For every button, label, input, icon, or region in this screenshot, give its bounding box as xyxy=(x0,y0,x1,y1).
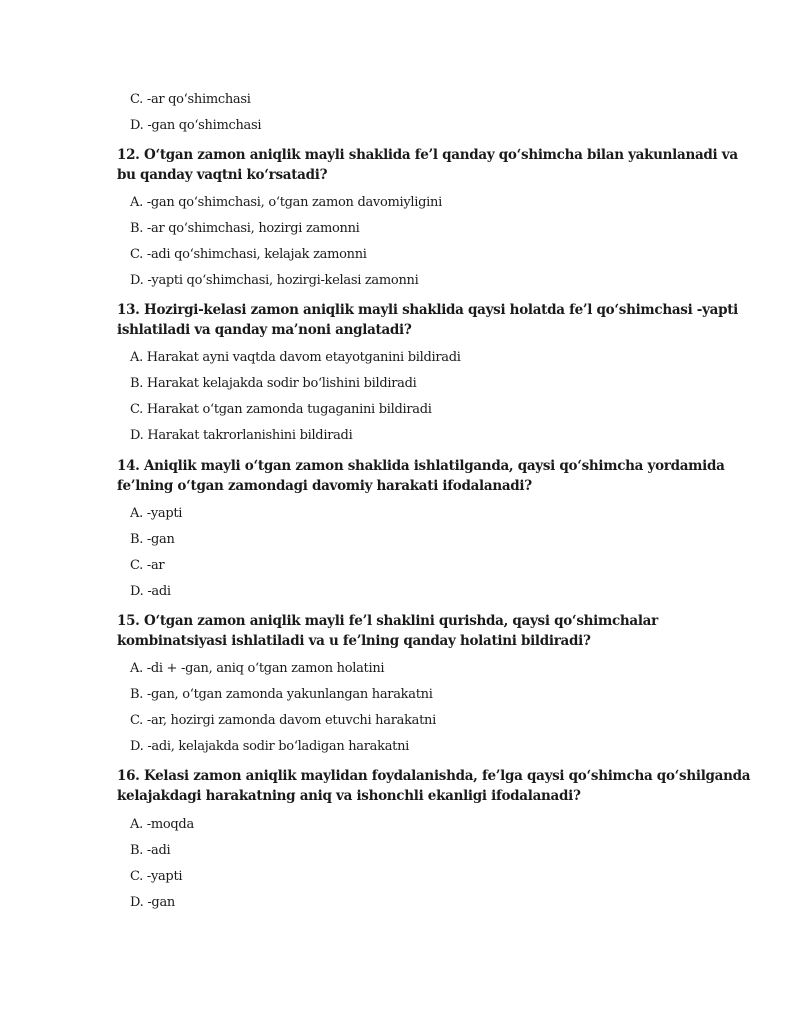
question-15-line-2: kombinatsiyasi ishlatiladi va u fe’lning qanday holatini bildiradi? xyxy=(117,633,591,649)
question-14-line-1: 14. Aniqlik mayli o‘tgan zamon shaklida ishlatilganda, qaysi qo‘shimcha yordamida xyxy=(117,458,725,474)
question-15-line-1: 15. O‘tgan zamon aniqlik mayli fe’l shaklini qurishda, qaysi qo‘shimchalar xyxy=(117,613,658,629)
question-15 xyxy=(117,611,658,651)
option-a: A. -yapti xyxy=(130,506,183,521)
option-d: D. -adi xyxy=(130,584,171,599)
question-14-line-2: fe’lning o‘tgan zamondagi davomiy harakati ifodalanadi? xyxy=(117,478,532,494)
question-13-line-2: ishlatiladi va qanday ma’noni anglatadi? xyxy=(117,322,412,338)
question-13-line-1: 13. Hozirgi-kelasi zamon aniqlik mayli shaklida qaysi holatda fe’l qo‘shimchasi -yapti xyxy=(117,302,739,318)
question-14 xyxy=(117,456,725,496)
question-16-line-2: kelajakdagi harakatning aniq va ishonchli ekanligi ifodalanadi? xyxy=(117,788,581,804)
option-c: C. -yapti xyxy=(130,869,183,884)
option-b: B. -gan, o‘tgan zamonda yakunlangan harakatni xyxy=(130,687,433,702)
option-d: D. -adi, kelajakda sodir bo‘ladigan harakatni xyxy=(130,739,409,754)
option-a: A. -moqda xyxy=(130,817,194,832)
question-12 xyxy=(117,145,738,185)
question-12-line-2: bu qanday vaqtni ko‘rsatadi? xyxy=(117,167,328,183)
option-a: A. -di + -gan, aniq o‘tgan zamon holatini xyxy=(130,661,385,676)
question-16 xyxy=(117,766,750,806)
question-12-line-1: 12. O‘tgan zamon aniqlik mayli shaklida fe’l qanday qo‘shimcha bilan yakunlanadi va xyxy=(117,147,738,163)
option-b: B. -gan xyxy=(130,532,175,547)
option-c: C. Harakat o‘tgan zamonda tugaganini bildiradi xyxy=(130,402,432,417)
option-c: C. -adi qo‘shimchasi, kelajak zamonni xyxy=(130,247,367,262)
option-b: B. -ar qo‘shimchasi, hozirgi zamonni xyxy=(130,221,360,236)
option-c: C. -ar, hozirgi zamonda davom etuvchi harakatni xyxy=(130,713,436,728)
question-16-line-1: 16. Kelasi zamon aniqlik maylidan foydalanishda, fe’lga qaysi qo‘shimcha qo‘shilganda xyxy=(117,768,751,784)
question-13 xyxy=(117,300,738,340)
option-a: A. Harakat ayni vaqtda davom etayotganini bildiradi xyxy=(130,350,461,365)
option-b: B. -adi xyxy=(130,843,171,858)
option-d: D. -yapti qo‘shimchasi, hozirgi-kelasi zamonni xyxy=(130,273,419,288)
option-b: B. Harakat kelajakda sodir bo‘lishini bildiradi xyxy=(130,376,417,391)
option-a: A. -gan qo‘shimchasi, o‘tgan zamon davomiyligini xyxy=(130,195,442,210)
option-d: D. Harakat takrorlanishini bildiradi xyxy=(130,428,353,443)
option-d: D. -gan qo‘shimchasi xyxy=(130,118,262,133)
option-d: D. -gan xyxy=(130,895,175,910)
option-c: C. -ar qo‘shimchasi xyxy=(130,92,251,107)
option-c: C. -ar xyxy=(130,558,165,573)
